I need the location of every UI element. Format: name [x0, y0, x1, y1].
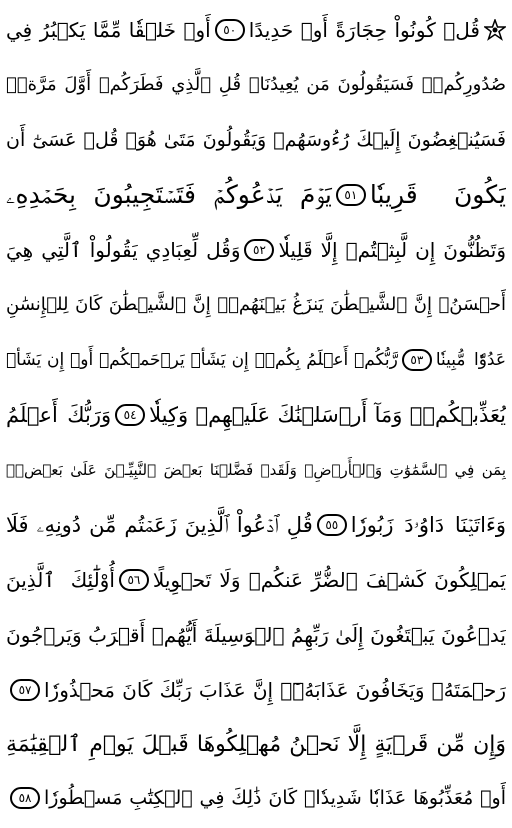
- ayah-number-marker: ٥٣: [402, 349, 432, 371]
- verse-text: أُوْلَٰٓئِكَ ٱلَّذِينَ: [6, 568, 115, 592]
- ayah-number-marker: ٥٢: [244, 239, 274, 261]
- verse-text: وَرَبُّكَ أَعۡلَمُ: [6, 403, 112, 427]
- verse-text: أَحۡسَنُۚ إِنَّ ٱلشَّيۡطَٰنَ يَنزَغُ بَيۡنَهُمۡۚ إِنَّ ٱلشَّيۡطَٰنَ كَانَ لِلۡإِنسَٰنِ: [6, 294, 506, 315]
- verse-text: أَوۡ مُعَذِّبُوهَا عَذَابٗا شَدِيدٗاۚ كَانَ ذَٰلِكَ فِي ٱلۡكِتَٰبِ مَسۡطُورٗا: [44, 787, 506, 809]
- verse-text: قُلۡ كُونُواْ حِجَارَةً أَوۡ حَدِيدًا: [248, 18, 480, 42]
- verse-line-9: [6, 444, 506, 496]
- verse-text: يَدۡعُونَ يَبۡتَغُونَ إِلَىٰ رَبِّهِمُ ٱلۡوَسِيلَةَ أَيُّهُمۡ أَقۡرَبُ وَيَرۡجُونَ: [6, 623, 506, 647]
- verse-text: يُعَذِّبۡكُمۡۚ وَمَآ أَرۡسَلۡنَٰكَ عَلَيۡهِمۡ وَكِيلٗا: [149, 403, 506, 427]
- verse-text: رَحۡمَتَهُۥ وَيَخَافُونَ عَذَابَهُۥٓۚ إِنَّ عَذَابَ رَبِّكَ كَانَ مَحۡذُورٗا: [44, 678, 506, 702]
- verse-line-13: [6, 664, 506, 716]
- verse-text: وَإِن مِّن قَرۡيَةٍ إِلَّا نَحۡنُ مُهۡلِكُوهَا قَبۡلَ يَوۡمِ ٱلۡقِيَٰمَةِ: [6, 732, 506, 757]
- ayah-number-marker: ٥٨: [10, 787, 40, 809]
- verse-text: وَتَظُنُّونَ إِن لَّبِثۡتُمۡ إِلَّا قَلِيلٗا: [278, 238, 506, 262]
- verse-text: وَءَاتَيۡنَا دَاوُۥدَ زَبُورٗا: [350, 513, 506, 537]
- verse-line-14: [6, 719, 506, 771]
- ayah-number-marker: ٥٥: [317, 514, 347, 536]
- verse-line-7: [6, 334, 506, 386]
- verse-line-15: [6, 772, 506, 824]
- verse-line-4: [6, 169, 506, 221]
- verse-text: يَوۡمَ يَدۡعُوكُمۡ فَتَسۡتَجِيبُونَ بِحَمۡدِهِۦ: [6, 180, 332, 209]
- verse-line-1: [6, 4, 506, 56]
- ayah-number-marker: ٥٤: [115, 404, 145, 426]
- verse-text: يَكُونَ قَرِيبٗا: [369, 180, 506, 209]
- verse-text: يَمۡلِكُونَ كَشۡفَ ٱلضُّرِّ عَنكُمۡ وَلَا تَحۡوِيلًا: [152, 568, 506, 592]
- verse-line-5: [6, 224, 506, 276]
- sajdah-star-icon: [484, 19, 506, 41]
- verse-text: رَّبُّكُمۡ أَعۡلَمُ بِكُمۡۖ إِن يَشَأۡ يَرۡحَمۡكُمۡ أَوۡ إِن يَشَأۡ: [6, 350, 398, 370]
- verse-line-12: [6, 609, 506, 661]
- ayah-number-marker: ٥٠: [215, 19, 245, 41]
- verse-text: صُدُورِكُمۡۚ فَسَيَقُولُونَ مَن يُعِيدُنَاۖ قُلِ ٱلَّذِي فَطَرَكُمۡ أَوَّلَ مَرَّةٖۚ: [6, 74, 506, 95]
- ayah-number-marker: ٥٧: [10, 679, 40, 701]
- verse-text: فَسَيُنۡغِضُونَ إِلَيۡكَ رُءُوسَهُمۡ وَيَقُولُونَ مَتَىٰ هُوَۖ قُلۡ عَسَىٰٓ أَن: [6, 129, 506, 151]
- ayah-number-marker: ٥٦: [119, 569, 149, 591]
- verse-line-6: [6, 279, 506, 331]
- verse-line-11: [6, 554, 506, 606]
- mushaf-page: [6, 4, 506, 824]
- verse-text: وَقُل لِّعِبَادِي يَقُولُواْ ٱلَّتِي هِيَ: [6, 238, 241, 262]
- verse-text: بِمَن فِي ٱلسَّمَٰوَٰتِ وَٱلۡأَرۡضِۗ وَلَقَدۡ فَضَّلۡنَا بَعۡضَ ٱلنَّبِيِّـۧنَ عَلَىٰ بَعۡضٖۖ: [6, 461, 506, 479]
- verse-text: أَوۡ خَلۡقٗا مِّمَّا يَكۡبُرُ فِي: [6, 18, 211, 42]
- verse-text: قُلِ ٱدۡعُواْ ٱلَّذِينَ زَعَمۡتُم مِّن دُونِهِۦ فَلَا: [6, 513, 313, 537]
- verse-text: عَدُوّٗا مُّبِينٗا: [435, 350, 506, 370]
- verse-line-3: [6, 114, 506, 166]
- verse-line-2: [6, 59, 506, 111]
- verse-line-8: [6, 389, 506, 441]
- ayah-number-marker: ٥١: [336, 184, 366, 206]
- verse-line-10: [6, 499, 506, 551]
